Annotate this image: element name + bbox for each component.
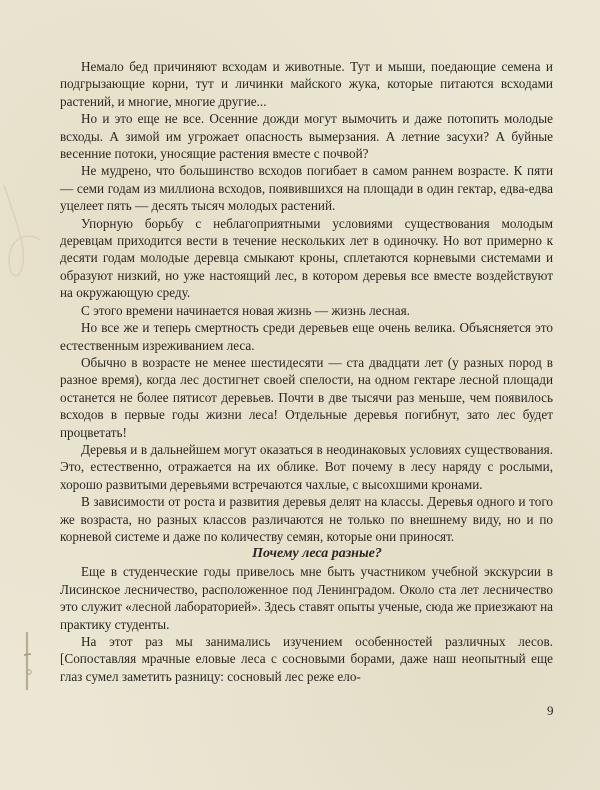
paragraph: Деревья и в дальнейшем могут оказаться в неодинаковых условиях существования. Это, естественно, отражается на их облике. Вот почему в лесу наряду с рослыми, хорошо развитыми деревьями встречаются чахлые, с высохшими кронами.	[60, 441, 553, 492]
paragraph: Упорную борьбу с неблагоприятными условиями существования молодым деревцам приходится вести в течение нескольких лет в одиночку. Но вот примерно к десяти годам молодые деревца смыкают кроны, сплетаются корневыми системами и образуют низкий, но уже настоящий лес, в котором деревья все вместе воздействуют на окружающую среду.	[60, 215, 553, 301]
paragraph: Немало бед причиняют всходам и животные. Тут и мыши, поедающие семена и подгрызающие корни, тут и личинки майского жука, которые питаются всходами растений, и многие, многие другие...	[60, 59, 553, 109]
paragraph: Обычно в возрасте не менее шестидесяти — ста двадцати лет (у разных пород в разное время), когда лес достигнет своей спелости, на одном гектаре лесной площади останется не более пятисот деревьев. Почти в две тысячи раз меньше, чем появилось всходов в первые годы жизни леса! Отдельные деревья погибнут, зато лес будет процветать!	[60, 354, 553, 440]
paragraph: Но и это еще не все. Осенние дожди могут вымочить и даже потопить молодые всходы. А зимой им угрожает опасность вымерзания. А летние засухи? А буйные весенние потоки, уносящие растения вместе с почвой?	[60, 111, 553, 162]
paragraph: Но все же и теперь смертность среди деревьев еще очень велика. Объясняется это естественным изреживанием леса.	[60, 320, 553, 353]
section-heading: Почему леса разные?	[252, 546, 382, 562]
body-text	[60, 58, 553, 685]
paragraph: Еще в студенческие годы привелось мне быть участником учебной экскурсии в Лисинское лесничество, расположенное под Ленинградом. Около ста лет лесничество это служит «лесной лабораторией». Здесь ставят опыты ученые, сюда же приезжают на практику студенты.	[60, 564, 553, 632]
paragraph: В зависимости от роста и развития деревья делят на классы. Деревья одного и того же возраста, но разных классов различаются не только по внешнему виду, но и по корневой системе и даже по количеству семян, которые они приносят.	[60, 494, 553, 544]
paragraph: На этот раз мы занимались изучением особенностей различных лесов. [Сопоставляя мрачные еловые леса с сосновыми борами, даже наш неопытный еще глаз сумел заметить разницу: сосновый лес реже ело-	[60, 634, 553, 684]
page-number: 9	[547, 703, 554, 718]
paragraph: Не мудрено, что большинство всходов погибает в самом раннем возрасте. К пяти — семи годам из миллиона всходов, появившихся на площади в один гектар, едва-едва уцелеет пять — десять тысяч молодых растений.	[60, 163, 553, 214]
paragraph: С этого времени начинается новая жизнь — жизнь лесная.	[81, 302, 410, 318]
binding-thread-mark	[0, 0, 40, 790]
